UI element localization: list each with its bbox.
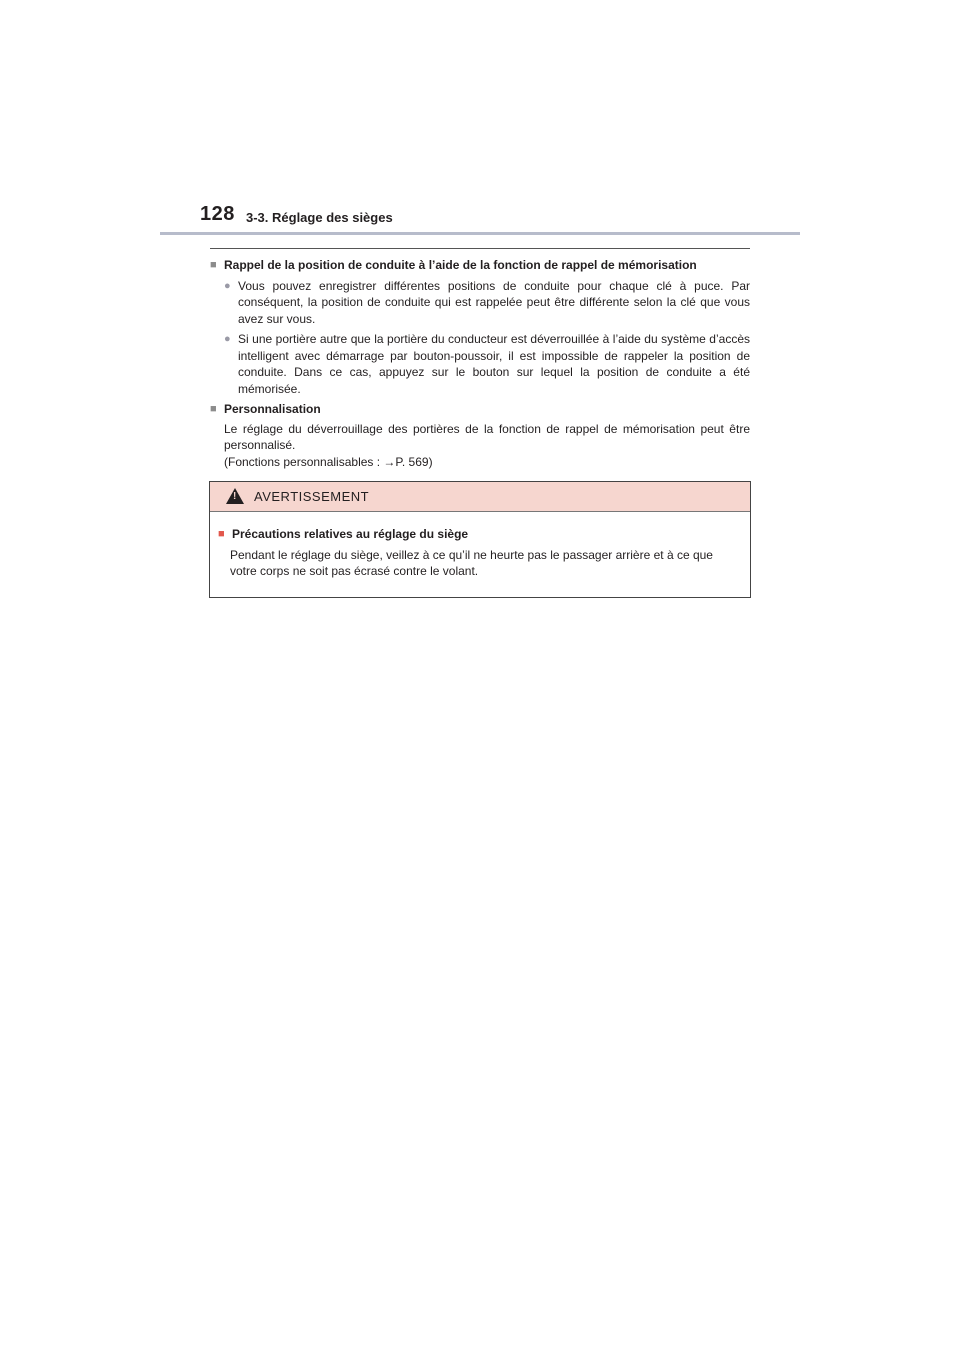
arrow-right-icon: → [383, 454, 396, 469]
memory-recall-title: Rappel de la position de conduite à l’aide de la fonction de rappel de mémorisation [224, 258, 697, 272]
warning-body [210, 512, 750, 580]
reference-prefix: (Fonctions personnalisables : [224, 454, 384, 469]
reference-page-link[interactable]: P. 569) [395, 454, 433, 469]
warning-item-title: Précautions relatives au réglage du siège [232, 527, 469, 541]
customization-text: Le réglage du déverrouillage des portières de la fonction de rappel de mémorisation peut être personnalisé. [224, 421, 750, 452]
bullet-text: Vous pouvez enregistrer différentes positions de conduite pour chaque clé à puce. Par conséquent, la position de conduite qui est rappelée peut être différente selon la clé que vous avez sur vous. [238, 278, 750, 326]
memory-recall-section [210, 257, 750, 397]
dot-bullet-icon: ● [224, 279, 231, 292]
warning-title: AVERTISSEMENT [254, 489, 370, 504]
memory-recall-heading [210, 257, 750, 274]
bullet-text: Si une portière autre que la portière du conducteur est déverrouillée à l’aide du système d’accès intelligent avec démarrage par bouton-poussoir, il est impossible de rappeler la position de conduite. Dans ce cas, appuyez sur le bouton sur lequel la position de conduite a été mémorisée. [238, 332, 750, 396]
warning-header [210, 482, 750, 512]
warning-item-heading [218, 526, 742, 543]
dot-bullet-icon: ● [224, 333, 231, 345]
warning-box [209, 481, 751, 598]
square-bullet-icon: ■ [210, 259, 217, 271]
customization-heading [210, 401, 750, 418]
list-item [224, 331, 750, 397]
square-bullet-icon: ■ [218, 528, 225, 540]
customization-paragraph [224, 421, 750, 471]
square-bullet-icon: ■ [210, 403, 217, 415]
section-title: 3-3. Réglage des sièges [246, 210, 393, 225]
warning-item-text: Pendant le réglage du siège, veillez à ce qu’il ne heurte pas le passager arrière et à ce que votre corps ne soit pas écrasé contre le volant. [230, 547, 713, 578]
page-header [200, 203, 800, 235]
header-rule [160, 232, 800, 235]
customization-reference [224, 454, 750, 471]
content-rule [210, 248, 750, 249]
warning-triangle-icon: ! [226, 488, 244, 504]
customization-section [210, 401, 750, 470]
page-number: 128 [200, 203, 235, 225]
customization-title: Personnalisation [224, 402, 321, 416]
page-content [210, 257, 750, 474]
list-item [224, 278, 750, 328]
